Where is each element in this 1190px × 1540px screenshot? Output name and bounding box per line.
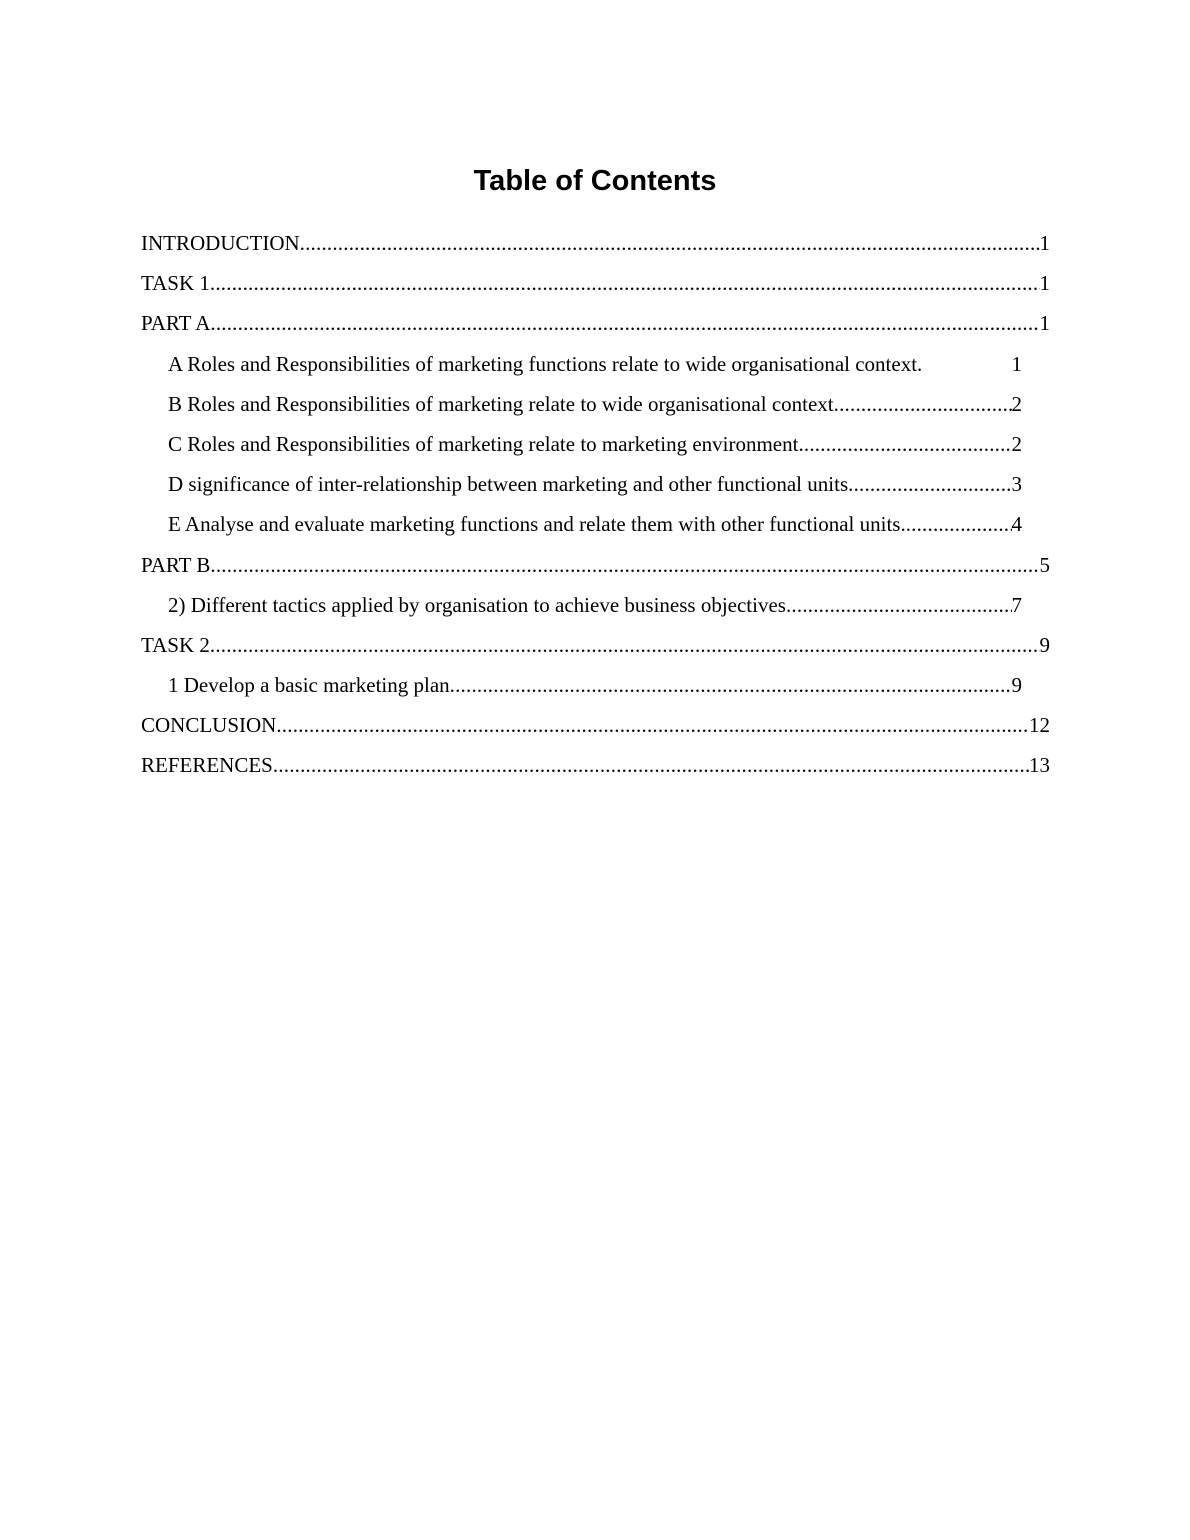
toc-entry-label: TASK 1 [141,271,210,296]
toc-entry-part-a-section-d[interactable] [168,469,1022,509]
toc-entry-page: 1 [1011,351,1022,376]
toc-entry-part-a-section-c[interactable] [168,429,1022,469]
toc-leader-dots [210,550,1039,579]
toc-entry-page: 2 [1011,391,1022,416]
toc-list [0,228,1190,791]
toc-entry-page: 3 [1011,472,1022,497]
toc-entry-label: 1 Develop a basic marketing plan [168,673,450,698]
toc-entry-page: 7 [1011,592,1022,617]
toc-leader-dots [906,509,1012,538]
toc-entry-part-a-section-e[interactable] [168,509,1022,549]
toc-entry-page: 1 [1039,231,1050,255]
toc-entry-introduction[interactable] [141,228,1050,268]
toc-entry-task-2-section-1[interactable] [168,670,1022,710]
toc-entry-label: PART A [141,311,211,336]
toc-title: Table of Contents [473,165,717,197]
toc-entry-page: 1 [1039,311,1050,336]
toc-leader-dots [273,750,1029,779]
toc-leader-dots [210,308,1039,337]
toc-entry-page: 13 [1029,753,1050,778]
toc-entry-page: 2 [1011,431,1022,456]
toc-entry-page: 5 [1039,552,1050,577]
toc-entry-references[interactable] [141,750,1050,790]
toc-entry-label: C Roles and Responsibilities of marketing relate to marketing environment [168,431,799,456]
toc-entry-label: D significance of inter-relationship between marketing and other functional units [168,472,849,497]
toc-leader-dots [300,228,1040,257]
toc-entry-part-b-section-2[interactable] [168,590,1022,630]
toc-entry-label: 2) Different tactics applied by organisation to achieve business objectives [168,592,786,617]
toc-entry-page: 4 [1011,512,1022,537]
toc-leader-dots [798,429,1011,458]
toc-entry-conclusion[interactable] [141,710,1050,750]
toc-entry-part-a[interactable] [141,308,1050,348]
toc-entry-label: INTRODUCTION [141,231,300,255]
toc-leader-dots [276,710,1029,739]
toc-leader-dots [848,469,1011,498]
toc-leader-dots [210,630,1040,659]
toc-entry-part-a-section-a[interactable] [168,349,1022,389]
toc-leader-dots [834,389,1012,418]
toc-entry-page: 9 [1011,673,1022,698]
toc-entry-label: TASK 2 [141,632,210,657]
toc-entry-part-a-section-b[interactable] [168,389,1022,429]
toc-leader-dots [786,590,1012,619]
toc-entry-task-1[interactable] [141,268,1050,308]
toc-entry-page: 1 [1039,271,1050,296]
toc-leader-dots [450,670,1012,699]
toc-entry-label: E Analyse and evaluate marketing functions and relate them with other functional units. [168,512,906,537]
toc-entry-label: A Roles and Responsibilities of marketing functions relate to wide organisational context. [168,351,923,376]
toc-entry-page: 12 [1029,713,1050,738]
toc-entry-label: CONCLUSION [141,713,277,738]
toc-entry-part-b[interactable] [141,550,1050,590]
toc-leader-dots [210,268,1040,297]
toc-entry-label: REFERENCES [141,753,273,778]
toc-entry-page: 9 [1039,632,1050,657]
toc-entry-label: PART B [141,552,211,577]
toc-entry-label: B Roles and Responsibilities of marketing relate to wide organisational context [168,391,834,416]
toc-entry-task-2[interactable] [141,630,1050,670]
